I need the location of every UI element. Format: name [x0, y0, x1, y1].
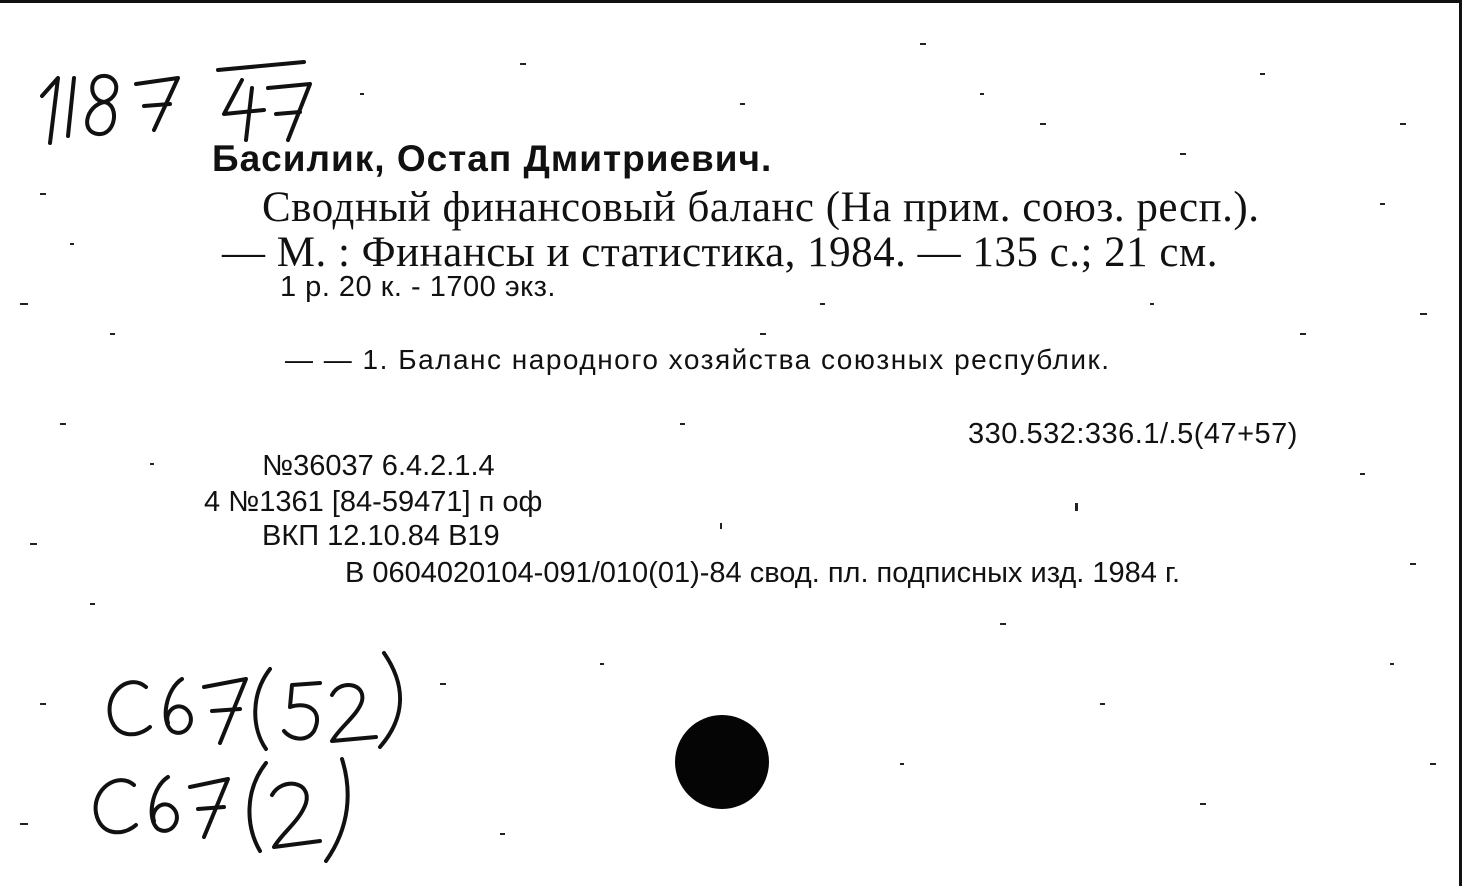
punch-hole — [675, 715, 769, 809]
udc-classification: 330.532:336.1/.5(47+57) — [968, 418, 1298, 450]
price-print-run: 1 р. 20 к. - 1700 экз. — [280, 271, 556, 303]
subject-heading: — — 1. Баланс народного хозяйства союзных республик. — [285, 344, 1111, 375]
title-statement: Сводный финансовый баланс (На прим. союз. респ.). — [262, 184, 1260, 231]
publication-statement: — М. : Финансы и статистика, 1984. — 135 с.; 21 см. — [222, 229, 1218, 276]
registry-code-2: 4 №1361 [84-59471] п оф — [204, 486, 543, 518]
author-heading: Басилик, Остап Дмитриевич. — [212, 138, 773, 179]
handwritten-call-number — [28, 48, 318, 148]
registry-code-3: ВКП 12.10.84 В19 — [262, 520, 500, 552]
registry-code-4: В 0604020104-091/010(01)-84 свод. пл. подписных изд. 1984 г. — [345, 557, 1181, 589]
handwritten-classification-1 — [100, 639, 420, 759]
handwritten-classification-2 — [88, 751, 368, 867]
registry-code-1: №36037 6.4.2.1.4 — [262, 450, 495, 482]
